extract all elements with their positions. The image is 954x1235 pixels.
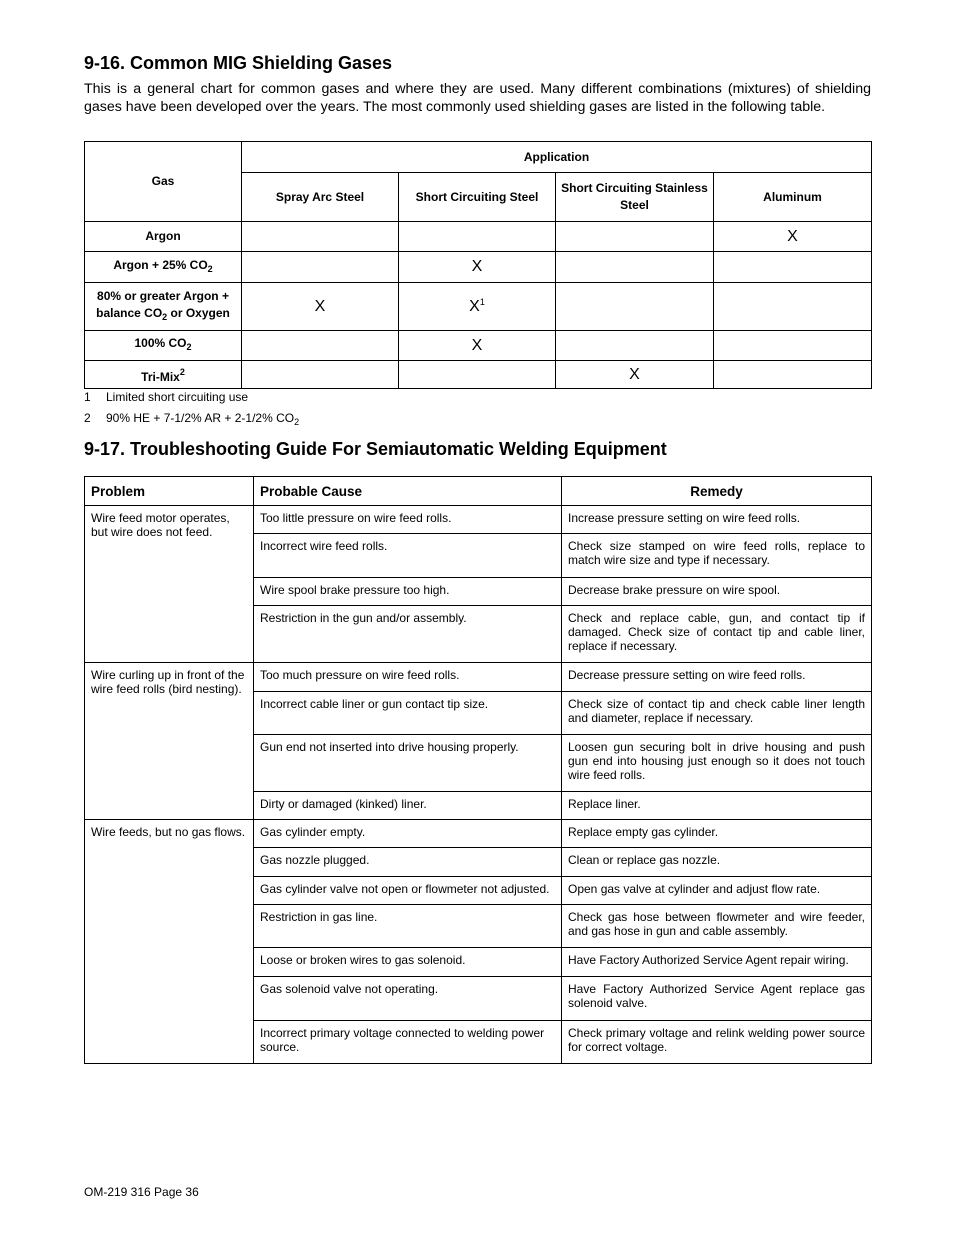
mark-cell (714, 331, 872, 361)
gas-row (85, 283, 872, 331)
remedy-cell: Have Factory Authorized Service Agent repair wiring. (562, 948, 872, 977)
cause-cell: Gas cylinder valve not open or flowmeter not adjusted. (254, 877, 562, 905)
remedy-cell: Have Factory Authorized Service Agent replace gas solenoid valve. (562, 977, 872, 1021)
gas-row (85, 361, 872, 389)
cause-cell: Restriction in the gun and/or assembly. (254, 606, 562, 663)
mark-cell (242, 361, 399, 389)
mark-cell: $X^1$ (399, 283, 556, 331)
cause-cell: Restriction in gas line. (254, 905, 562, 948)
section-heading-troubleshooting: 9-17. Troubleshooting Guide For Semiautomatic Welding Equipment (84, 439, 667, 459)
problem-header: Problem (85, 477, 254, 506)
mark-cell (714, 283, 872, 331)
remedy-cell: Decrease pressure setting on wire feed rolls. (562, 663, 872, 692)
cause-cell: Gas nozzle plugged. (254, 848, 562, 877)
trouble-row (85, 506, 872, 534)
remedy-cell: Replace liner. (562, 792, 872, 820)
remedy-cell: Check primary voltage and relink welding power source for correct voltage. (562, 1021, 872, 1064)
cause-cell: Gun end not inserted into drive housing properly. (254, 735, 562, 792)
gas-row (85, 222, 872, 252)
column-header: Short Circuiting Steel (399, 173, 556, 222)
problem-cell: Wire feeds, but no gas flows. (85, 820, 254, 1064)
gas-name: Tri-Mix$^2$ (85, 361, 242, 389)
cause-cell: Wire spool brake pressure too high. (254, 578, 562, 606)
trouble-row (85, 663, 872, 692)
troubleshooting-table (84, 476, 872, 1064)
mark-cell (242, 222, 399, 252)
mark-cell: X (714, 222, 872, 252)
cause-cell: Too much pressure on wire feed rolls. (254, 663, 562, 692)
gas-name: 80% or greater Argon + balance $CO_2$ or Oxygen (85, 283, 242, 331)
remedy-cell: Clean or replace gas nozzle. (562, 848, 872, 877)
cause-cell: Gas cylinder empty. (254, 820, 562, 848)
mark-cell: X (399, 331, 556, 361)
remedy-cell: Open gas valve at cylinder and adjust flow rate. (562, 877, 872, 905)
section-heading-shielding-gases: 9-16. Common MIG Shielding Gases (84, 53, 393, 73)
cause-cell: Too little pressure on wire feed rolls. (254, 506, 562, 534)
column-header: Aluminum (714, 173, 872, 222)
problem-cell: Wire curling up in front of the wire feed rolls (bird nesting). (85, 663, 254, 820)
footnote: 1 Limited short circuiting use (84, 390, 249, 404)
cause-cell: Gas solenoid valve not operating. (254, 977, 562, 1021)
mark-cell: X (556, 361, 714, 389)
gas-row (85, 252, 872, 283)
gas-name: Argon (85, 222, 242, 252)
mark-cell (556, 283, 714, 331)
mark-cell (242, 331, 399, 361)
mark-cell (714, 252, 872, 283)
remedy-cell: Increase pressure setting on wire feed rolls. (562, 506, 872, 534)
remedy-cell: Check gas hose between flowmeter and wire feeder, and gas hose in gun and cable assembly. (562, 905, 872, 948)
remedy-header: Remedy (562, 477, 872, 506)
mark-cell (556, 252, 714, 283)
column-header: Spray Arc Steel (242, 173, 399, 222)
cause-header: Probable Cause (254, 477, 562, 506)
remedy-cell: Check and replace cable, gun, and contact tip if damaged. Check size of contact tip and cable liner, replace if necessary. (562, 606, 872, 663)
cause-cell: Incorrect cable liner or gun contact tip size. (254, 692, 562, 735)
gas-row (85, 331, 872, 361)
mark-cell (242, 252, 399, 283)
page-footer: OM-219 316 Page 36 (84, 1185, 199, 1199)
remedy-cell: Check size of contact tip and check cable liner length and diameter, replace if necessary. (562, 692, 872, 735)
problem-cell: Wire feed motor operates, but wire does not feed. (85, 506, 254, 663)
gas-name: Argon + 25% $CO_2$ (85, 252, 242, 283)
trouble-row (85, 820, 872, 848)
remedy-cell: Replace empty gas cylinder. (562, 820, 872, 848)
cause-cell: Incorrect primary voltage connected to welding power source. (254, 1021, 562, 1064)
remedy-cell: Check size stamped on wire feed rolls, replace to match wire size and type if necessary. (562, 534, 872, 578)
mark-cell (556, 222, 714, 252)
intro-paragraph: This is a general chart for common gases and where they are used. Many different combinations (mixtures) of shielding gases have been developed over the years. The most commonly used shielding gases are listed in the following table. (84, 81, 871, 115)
mark-cell (399, 222, 556, 252)
mark-cell (556, 331, 714, 361)
gas-name: 100% $CO_2$ (85, 331, 242, 361)
cause-cell: Incorrect wire feed rolls. (254, 534, 562, 578)
shielding-gas-table (84, 141, 872, 389)
cause-cell: Dirty or damaged (kinked) liner. (254, 792, 562, 820)
remedy-cell: Decrease brake pressure on wire spool. (562, 578, 872, 606)
application-header: Application (242, 142, 872, 173)
mark-cell: X (399, 252, 556, 283)
mark-cell: X (242, 283, 399, 331)
footnote: 2 90% HE + 7-1/2% AR + 2-1/2% $CO_2$ (84, 411, 300, 427)
remedy-cell: Loosen gun securing bolt in drive housing and push gun end into housing just enough so it does not touch wire feed rolls. (562, 735, 872, 792)
mark-cell (399, 361, 556, 389)
cause-cell: Loose or broken wires to gas solenoid. (254, 948, 562, 977)
column-header: Short Circuiting Stainless Steel (556, 173, 714, 222)
mark-cell (714, 361, 872, 389)
gas-header: Gas (85, 142, 242, 222)
